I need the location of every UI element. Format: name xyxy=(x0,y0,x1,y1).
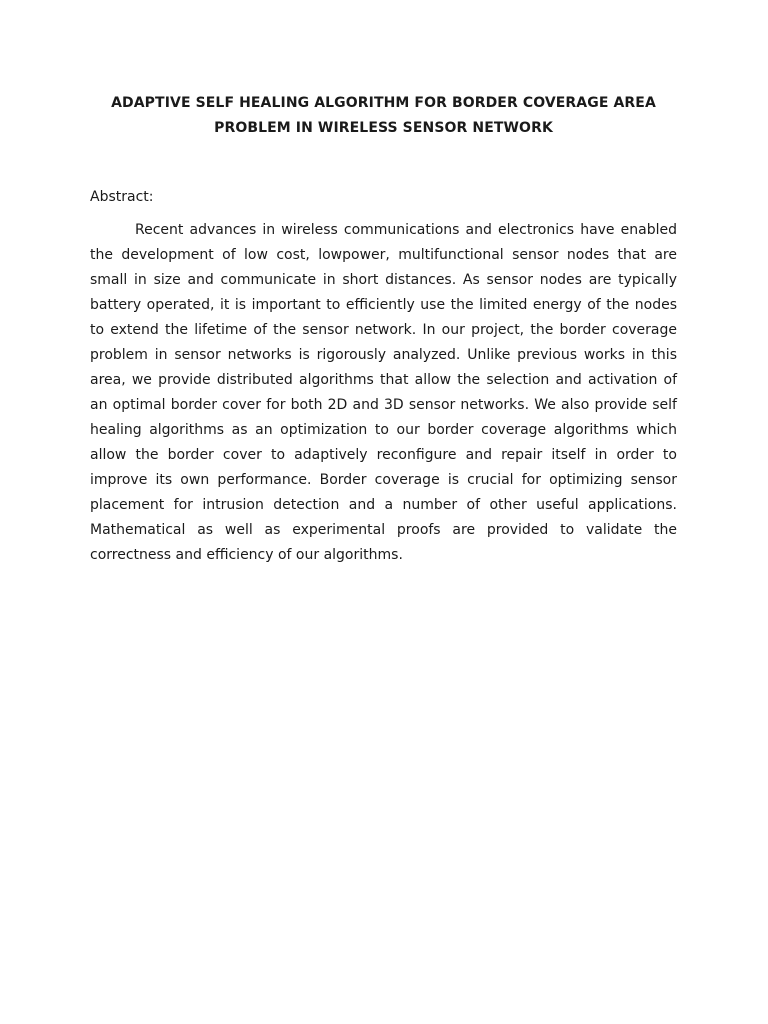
title-line-2: PROBLEM IN WIRELESS SENSOR NETWORK xyxy=(214,120,553,136)
document-page xyxy=(90,91,677,568)
document-title xyxy=(90,91,677,141)
abstract-body: Recent advances in wireless communications and electronics have enabled the development of low cost, lowpower, multifunctional sensor nodes that are small in size and communicate in short distances. As sensor nodes are typically battery operated, it is important to efficiently use the limited energy of the nodes to extend the lifetime of the sensor network. In our project, the border coverage problem in sensor networks is rigorously analyzed. Unlike previous works in this area, we provide distributed algorithms that allow the selection and activation of an optimal border cover for both 2D and 3D sensor networks. We also provide self healing algorithms as an optimization to our border coverage algorithms which allow the border cover to adaptively reconfigure and repair itself in order to improve its own performance. Border coverage is crucial for optimizing sensor placement for intrusion detection and a number of other useful applications. Mathematical as well as experimental proofs are provided to validate the correctness and efficiency of our algorithms. xyxy=(90,222,677,563)
title-line-1: ADAPTIVE SELF HEALING ALGORITHM FOR BORDER COVERAGE AREA xyxy=(111,95,656,111)
abstract-heading: Abstract: xyxy=(90,189,154,205)
